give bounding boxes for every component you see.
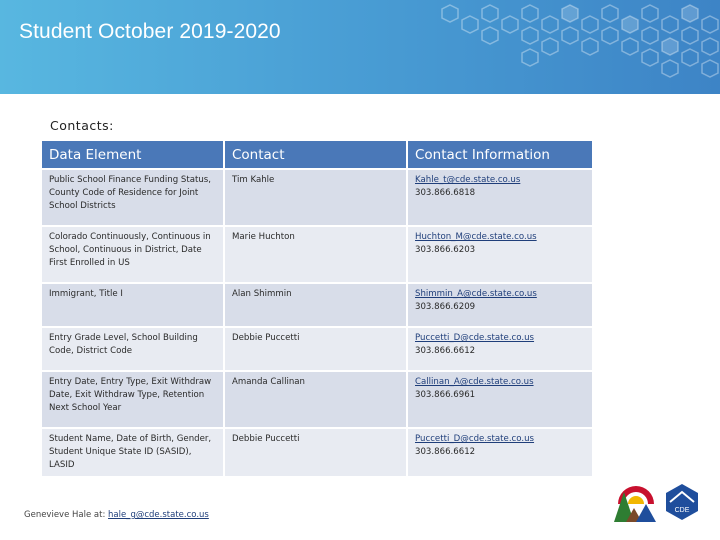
table-row <box>41 169 593 226</box>
contact-info-cell <box>407 428 593 477</box>
contact-phone: 303.866.6961 <box>415 390 476 400</box>
data-element-cell: Colorado Continuously, Continuous in School, Continuous in District, Date First Enrolled in US <box>41 226 224 283</box>
contact-phone: 303.866.6209 <box>415 302 476 312</box>
contact-info-cell <box>407 283 593 327</box>
contact-email-link[interactable]: Puccetti_D@cde.state.co.us <box>415 434 535 444</box>
contacts-label: Contacts: <box>50 118 114 133</box>
table-row <box>41 327 593 371</box>
contact-info-cell <box>407 169 593 226</box>
hexagon-pattern-icon <box>430 0 720 94</box>
contact-name-cell: Amanda Callinan <box>224 371 407 428</box>
contact-name-cell: Alan Shimmin <box>224 283 407 327</box>
page-title: Student October 2019-2020 <box>19 20 281 43</box>
contact-email-link[interactable]: Puccetti_D@cde.state.co.us <box>415 333 535 343</box>
contact-phone: 303.866.6203 <box>415 245 476 255</box>
column-header-contact: Contact <box>224 140 407 169</box>
column-header-contact-information: Contact Information <box>407 140 593 169</box>
contact-name-cell: Debbie Puccetti <box>224 327 407 371</box>
contact-info-cell <box>407 327 593 371</box>
contact-phone: 303.866.6612 <box>415 346 476 356</box>
table-row <box>41 283 593 327</box>
cde-logo-icon <box>666 484 698 520</box>
data-element-cell: Public School Finance Funding Status, County Code of Residence for Joint School Districts <box>41 169 224 226</box>
footer-email-link[interactable]: hale_g@cde.state.co.us <box>108 510 209 520</box>
contacts-table <box>40 139 594 478</box>
footer-contact <box>24 510 209 520</box>
contact-email-link[interactable]: Shimmin_A@cde.state.co.us <box>415 289 537 299</box>
contact-email-link[interactable]: Kahle_t@cde.state.co.us <box>415 175 521 185</box>
contact-name-cell: Marie Huchton <box>224 226 407 283</box>
contact-email-link[interactable]: Huchton_M@cde.state.co.us <box>415 232 537 242</box>
contact-phone: 303.866.6612 <box>415 447 476 457</box>
contact-name-cell: Tim Kahle <box>224 169 407 226</box>
contact-email-link[interactable]: Callinan_A@cde.state.co.us <box>415 377 534 387</box>
title-banner <box>0 0 720 94</box>
table-header-row <box>41 140 593 169</box>
contact-phone: 303.866.6818 <box>415 188 476 198</box>
column-header-data-element: Data Element <box>41 140 224 169</box>
data-element-cell: Immigrant, Title I <box>41 283 224 327</box>
data-element-cell: Entry Date, Entry Type, Exit Withdraw Date, Exit Withdraw Type, Retention Next School Year <box>41 371 224 428</box>
contact-name-cell: Debbie Puccetti <box>224 428 407 477</box>
table-row <box>41 371 593 428</box>
cde-logo-text: CDE <box>674 507 690 514</box>
colorado-state-logo-icon <box>614 486 656 522</box>
footer-prefix: Genevieve Hale at: <box>24 510 109 520</box>
table-row <box>41 428 593 477</box>
table-row <box>41 226 593 283</box>
contact-info-cell <box>407 371 593 428</box>
data-element-cell: Entry Grade Level, School Building Code, District Code <box>41 327 224 371</box>
contact-info-cell <box>407 226 593 283</box>
logos <box>612 478 708 526</box>
data-element-cell: Student Name, Date of Birth, Gender, Student Unique State ID (SASID), LASID <box>41 428 224 477</box>
